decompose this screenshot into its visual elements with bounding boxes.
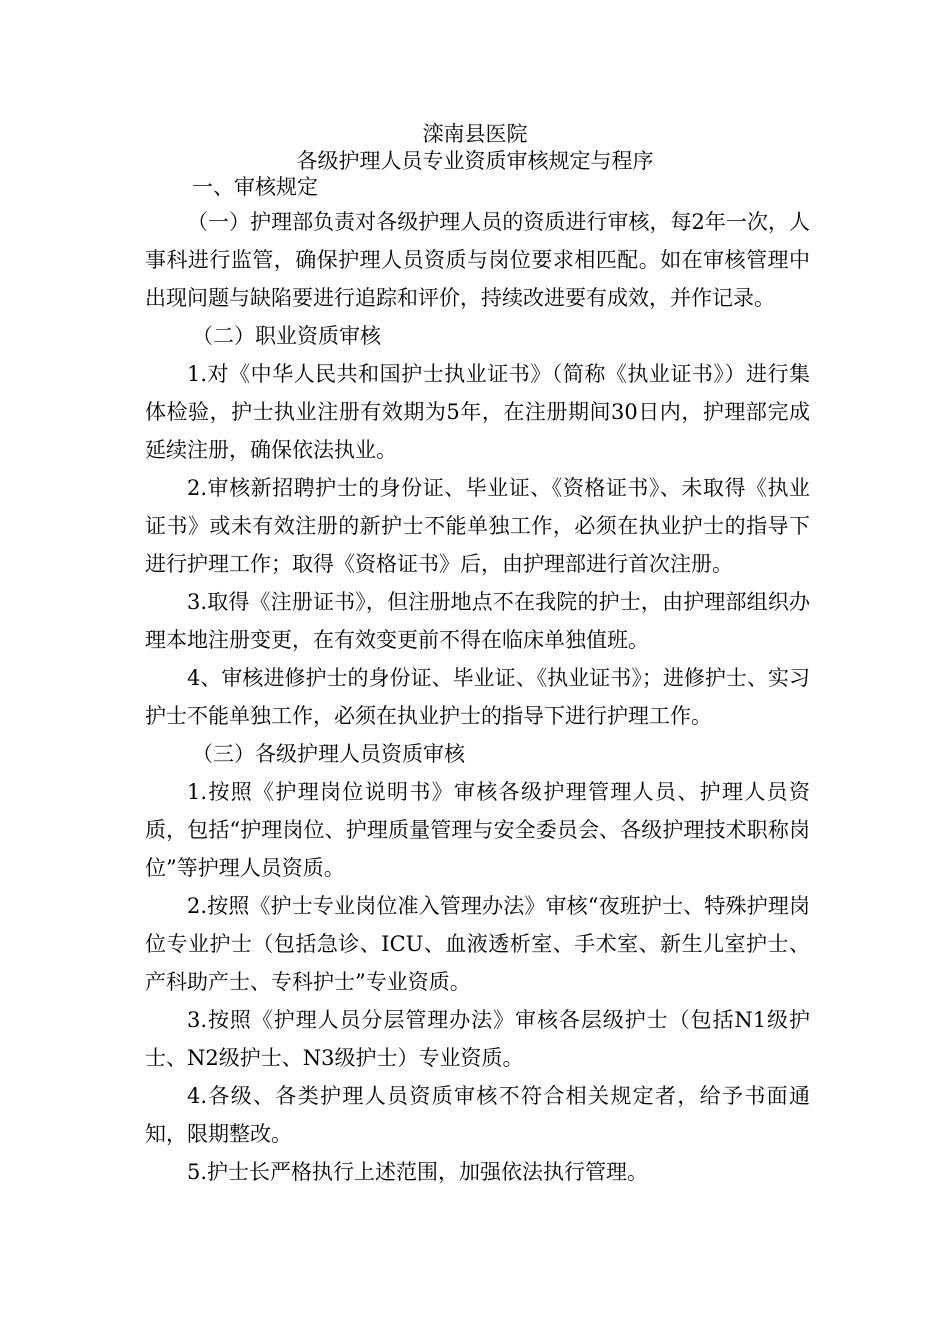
paragraph-1: （一）护理部负责对各级护理人员的资质进行审核，每2年一次，人事科进行监管，确保护理人员资质与岗位要求相匹配。如在审核管理中出现问题与缺陷要进行追踪和评价，持续改进要有成效，并作记录。 — [145, 210, 810, 310]
subsection-heading-2: （二）职业资质审核 — [192, 324, 381, 348]
section-heading-review-rules: 一、审核规定 — [192, 175, 318, 199]
hospital-name: 滦南县医院 — [422, 122, 528, 146]
paragraph-3-5: 5.护士长严格执行上述范围，加强依法执行管理。 — [187, 1160, 649, 1184]
paragraph-3-2: 2.按照《护士专业岗位准入管理办法》审核“夜班护士、特殊护理岗位专业护士（包括急诊、ICU、血液透析室、手术室、新生儿室护士、产科助产士、专科护士”专业资质。 — [145, 894, 810, 994]
paragraph-3-4: 4.各级、各类护理人员资质审核不符合相关规定者，给予书面通知，限期整改。 — [145, 1084, 810, 1146]
document-body — [145, 171, 810, 1191]
paragraph-2-4: 4、审核进修护士的身份证、毕业证、《执业证书》；进修护士、实习护士不能单独工作，必须在执业护士的指导下进行护理工作。 — [145, 666, 810, 728]
paragraph-2-2: 2.审核新招聘护士的身份证、毕业证、《资格证书》、未取得《执业证书》或未有效注册的新护士不能单独工作，必须在执业护士的指导下进行护理工作；取得《资格证书》后，由护理部进行首次注册。 — [145, 476, 810, 576]
subsection-heading-3: （三）各级护理人员资质审核 — [192, 742, 465, 766]
paragraph-3-1: 1.按照《护理岗位说明书》审核各级护理管理人员、护理人员资质，包括“护理岗位、护理质量管理与安全委员会、各级护理技术职称岗位”等护理人员资质。 — [145, 780, 810, 880]
document-title: 各级护理人员专业资质审核规定与程序 — [296, 149, 654, 173]
paragraph-2-1: 1.对《中华人民共和国护士执业证书》（简称《执业证书》）进行集体检验，护士执业注册有效期为5年，在注册期间30日内，护理部完成延续注册，确保依法执业。 — [145, 362, 810, 462]
paragraph-3-3: 3.按照《护理人员分层管理办法》审核各层级护士（包括N1级护士、N2级护士、N3级护士）专业资质。 — [145, 1008, 810, 1070]
paragraph-2-3: 3.取得《注册证书》，但注册地点不在我院的护士，由护理部组织办理本地注册变更，在有效变更前不得在临床单独值班。 — [145, 590, 810, 652]
